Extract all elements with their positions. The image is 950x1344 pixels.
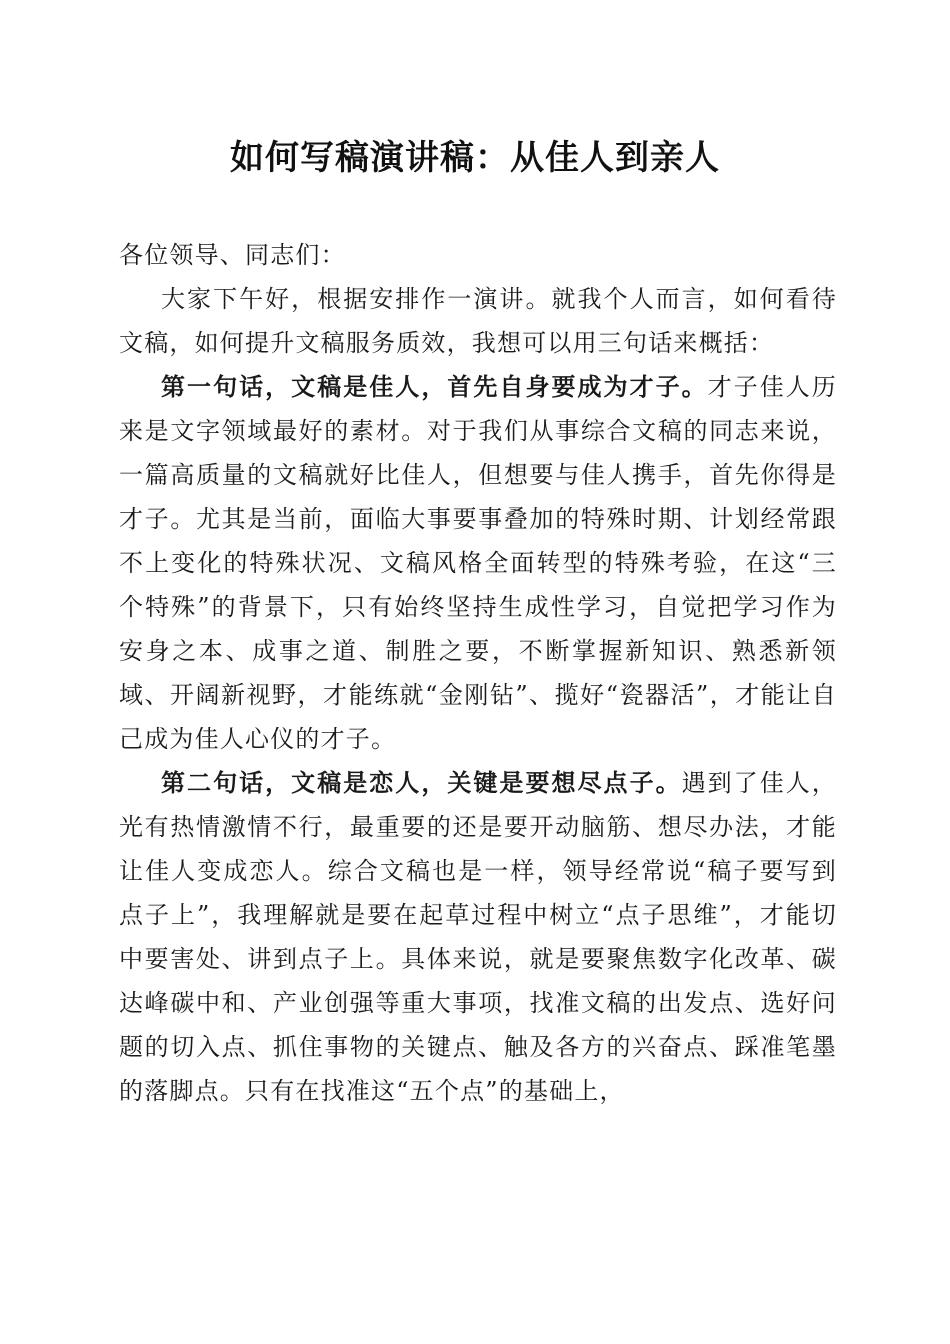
paragraph-text: 才子佳人历来是文字领域最好的素材。对于我们从事综合文稿的同志来说，一篇高质量的文稿就好比佳人，但想要与佳人携手，首先你得是才子。尤其是当前，面临大事要事叠加的特殊时期、计划经常跟不上变化的特殊状况、文稿风格全面转型的特殊考验，在这“三个特殊”的背景下，只有始终坚持生成性学习，自觉把学习作为安身之本、成事之道、制胜之要，不断掌握新知识、熟悉新领域、开阔新视野，才能练就“金刚钻”、揽好“瓷器活”，才能让自己成为佳人心仪的才子。 [119,373,837,753]
salutation: 各位领导、同志们： [119,241,346,269]
document-title: 如何写稿演讲稿：从佳人到亲人 [230,138,720,178]
paragraph-lead: 第二句话，文稿是恋人，关键是要想尽点子。 [161,768,682,797]
paragraph-intro [119,277,837,365]
paragraph-lead: 第一句话，文稿是佳人，首先自身要成为才子。 [161,372,708,401]
paragraph-text: 大家下午好，根据安排作一演讲。就我个人而言，如何看待文稿，如何提升文稿服务质效，我想可以用三句话来概括： [119,285,837,357]
paragraph-text: 遇到了佳人，光有热情激情不行，最重要的还是要开动脑筋、想尽办法，才能让佳人变成恋人。综合文稿也是一样，领导经常说“稿子要写到点子上”，我理解就是要在起草过程中树立“点子思维”，才能切中要害处、讲到点子上。具体来说，就是要聚焦数字化改革、碳达峰碳中和、产业创强等重大事项，找准文稿的出发点、选好问题的切入点、抓住事物的关键点、触及各方的兴奋点、踩准笔墨的落脚点。只有在找准这“五个点”的基础上， [119,769,837,1105]
paragraph-first-point [119,365,837,761]
paragraph-second-point [119,761,837,1113]
document-body [119,233,837,1113]
